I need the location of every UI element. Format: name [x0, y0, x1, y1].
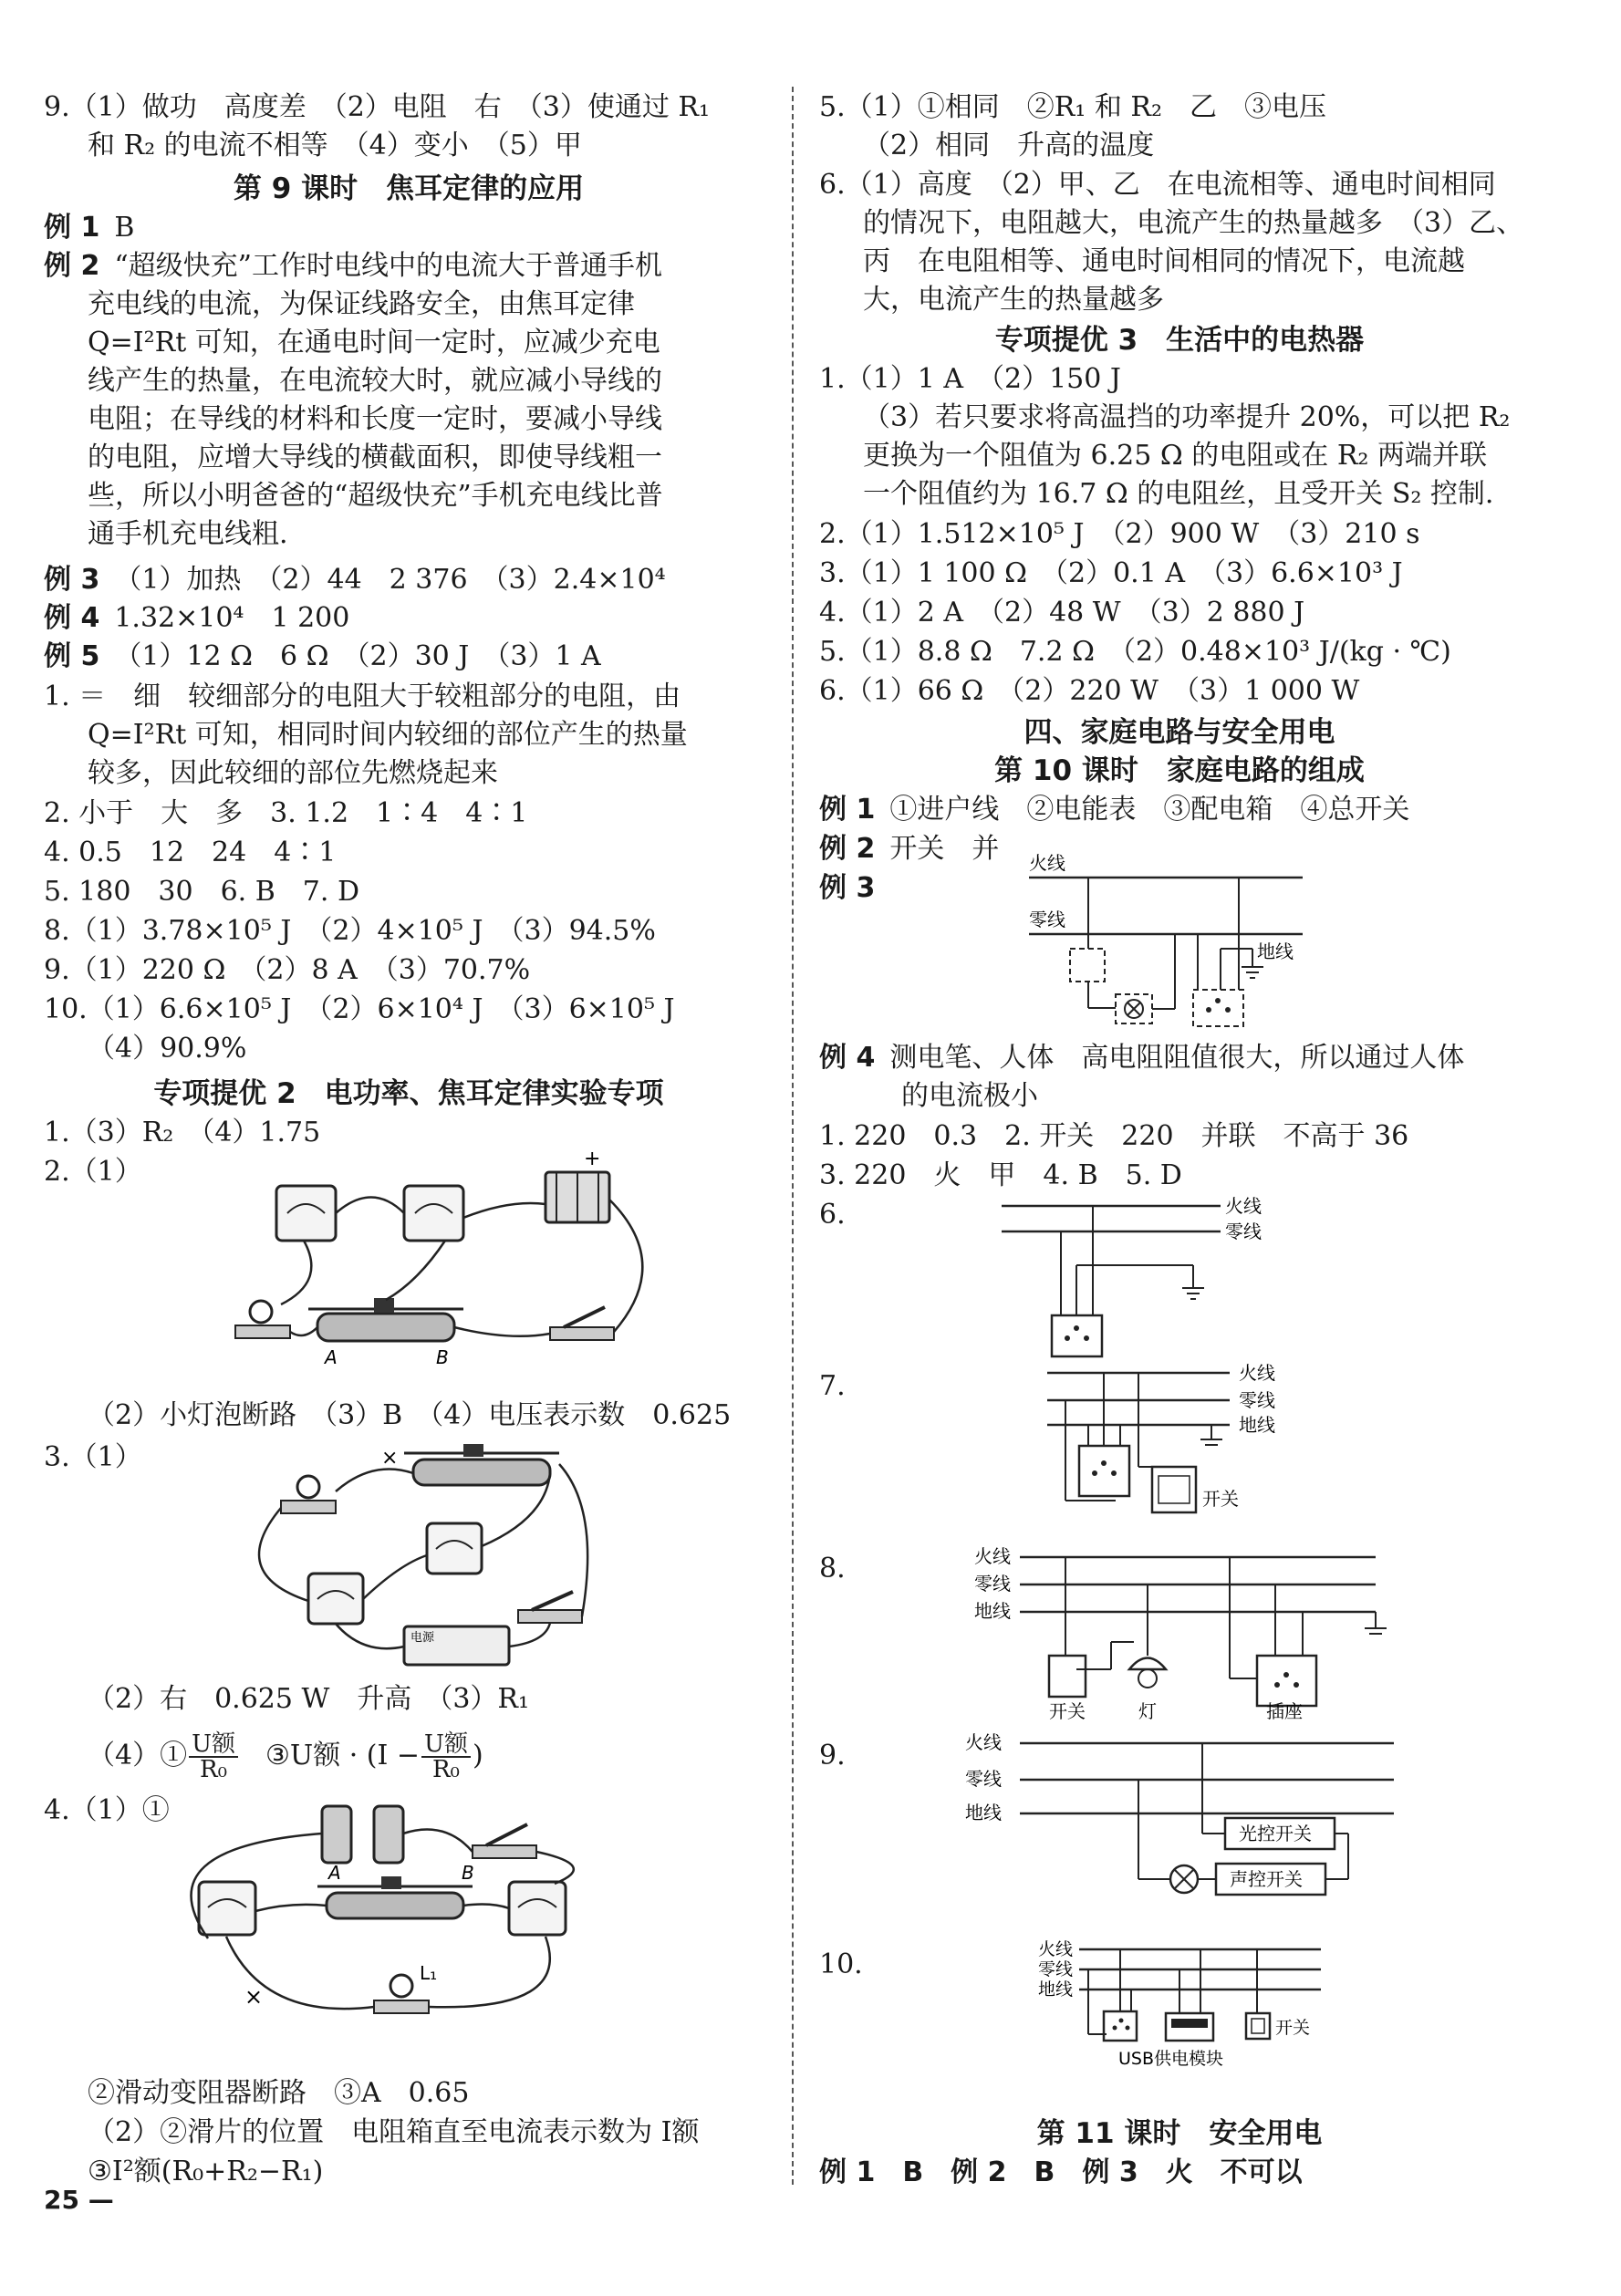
wiring-diagram-9 — [965, 1729, 1394, 1911]
plus-sign: + — [584, 1148, 601, 1170]
example-answer: （1）加热 （2）44 2 376 （3）2.4×10⁴ — [114, 564, 666, 596]
practice-4: 4.（1）2 A （2）48 W （3）2 880 J — [819, 597, 1305, 629]
switch-label: 开关 — [1275, 2018, 1311, 2038]
fraction-numerator: U额 — [189, 1732, 238, 1758]
column-divider — [792, 87, 794, 2185]
bulb-icon — [297, 1476, 319, 1498]
example-label: 例 4 — [44, 602, 100, 634]
answer-4: 4. 0.5 12 24 4∶1 — [44, 836, 337, 868]
answer-9-line1: 9.（1）做功 高度差 （2）电阻 右 （3）使通过 R₁ — [44, 91, 711, 123]
answer-1-line2: Q=I²Rt 可知，相同时间内较细的部位产生的热量 — [88, 719, 688, 751]
example-1 — [819, 792, 1409, 828]
example-2-line: 线产生的热量，在电流较大时，就应减小导线的 — [88, 365, 662, 397]
switch-icon — [550, 1327, 614, 1340]
socket-label: 插座 — [1266, 1700, 1303, 1719]
special-answer-2-part2: （2）小灯泡断路 （3）B （4）电压表示数 0.625 — [88, 1399, 732, 1431]
example-2-line: “超级快充”工作时电线中的电流大于普通手机 — [114, 250, 663, 282]
answer-9: 9.（1）220 Ω （2）8 A （3）70.7% — [44, 954, 531, 986]
fire-line-label: 火线 — [1239, 1362, 1275, 1384]
ground-line-label: 地线 — [1257, 940, 1294, 962]
switch-label: 开关 — [1049, 1700, 1086, 1719]
special-answer-3: 3.（1） — [44, 1441, 142, 1473]
section-heading-special-3: 专项提优 3 生活中的电热器 — [994, 324, 1365, 357]
wiring-diagram-10 — [1038, 1938, 1330, 2084]
formula-prefix: （4）① — [88, 1740, 188, 1771]
switch-label: 开关 — [1202, 1488, 1239, 1510]
special-answer-1: 1.（3）R₂ （4）1.75 — [44, 1117, 321, 1148]
terminal-b-label: B — [462, 1862, 474, 1884]
example-4-line2: 的电流极小 — [901, 1080, 1038, 1112]
fire-line-label: 火线 — [1038, 1939, 1074, 1959]
page-number: 25 — — [44, 2185, 114, 2215]
example-2 — [44, 248, 662, 285]
terminal-a-label: A — [328, 1862, 341, 1884]
practice-1-line3: 更换为一个阻值为 6.25 Ω 的电阻或在 R₂ 两端并联 — [863, 440, 1487, 472]
example-label: 例 2 — [819, 833, 876, 865]
example-label: 例 3 — [44, 564, 100, 596]
example-label: 例 4 — [819, 1042, 876, 1074]
power-supply-label: 电源 — [410, 1631, 435, 1645]
practice-1-line4: 一个阻值约为 16.7 Ω 的电阻丝，且受开关 S₂ 控制. — [863, 478, 1494, 510]
lamp-l1-label: L₁ — [420, 1962, 438, 1984]
voltmeter-icon — [404, 1186, 463, 1241]
zero-line-label: 零线 — [974, 1573, 1011, 1595]
cross-mark: × — [381, 1447, 399, 1470]
example-label: 例 1 — [44, 212, 100, 244]
lamp-icon — [1129, 1658, 1166, 1670]
socket-icon — [1257, 1656, 1316, 1706]
bulb-icon — [250, 1301, 272, 1323]
section-heading-lesson-11: 第 11 课时 安全用电 — [1036, 2117, 1323, 2150]
formula-middle: ③U额 · (I − — [265, 1740, 421, 1771]
special-answer-4-part2: ②滑动变阻器断路 ③A 0.65 — [88, 2077, 470, 2109]
example-2 — [819, 831, 999, 867]
ground-line-label: 地线 — [1038, 1979, 1074, 2000]
example-3 — [819, 870, 889, 907]
special-answer-4-part4: ③I²额(R₀+R₂−R₁) — [88, 2156, 324, 2187]
special-answer-4-part3: （2）②滑片的位置 电阻箱直至电流表示数为 I额 — [88, 2116, 700, 2148]
fire-line-label: 火线 — [974, 1545, 1011, 1567]
example-answer: （1）12 Ω 6 Ω （2）30 J （3）1 A — [114, 640, 601, 672]
voltmeter-icon — [199, 1882, 255, 1935]
answer-5-line1: 5.（1）①相同 ②R₁ 和 R₂ 乙 ③电压 — [819, 91, 1327, 123]
answer-1-line3: 较多，因此较细的部位先燃烧起来 — [88, 757, 498, 789]
voltmeter-icon — [308, 1574, 363, 1624]
terminal-a-label: A — [325, 1346, 338, 1368]
test-10-label: 10. — [819, 1948, 863, 1980]
fraction-numerator: U额 — [421, 1732, 471, 1758]
fraction-denominator: R₀ — [200, 1756, 228, 1783]
switch-icon — [518, 1610, 582, 1623]
socket-icon — [1079, 1446, 1129, 1496]
practice-1-line1: 1.（1）1 A （2）150 J — [819, 363, 1121, 395]
example-label: 例 1 — [819, 794, 876, 826]
circuit-diagram-4 — [171, 1792, 664, 2025]
fraction-u-over-r0 — [189, 1732, 238, 1782]
terminal-b-label: B — [436, 1346, 449, 1368]
example-label: 例 3 — [819, 872, 876, 904]
special-answer-3-part2: （2）右 0.625 W 升高 （3）R₁ — [88, 1683, 530, 1715]
answer-6-line: 丙 在电阻相等、通电时间相同的情况下，电流越 — [863, 245, 1465, 277]
lesson-11-examples: 例 1 B 例 2 B 例 3 火 不可以 — [819, 2156, 1303, 2188]
formula-end: ) — [472, 1740, 483, 1771]
fire-line-label: 火线 — [1225, 1195, 1262, 1217]
test-1-2: 1. 220 0.3 2. 开关 220 并联 不高于 36 — [819, 1120, 1409, 1152]
example-4 — [44, 600, 349, 637]
special-answer-3-part4 — [88, 1729, 483, 1783]
example-1 — [44, 210, 134, 246]
chapter-heading-4: 四、家庭电路与安全用电 — [1024, 716, 1335, 749]
wiring-diagram-6 — [1002, 1188, 1321, 1361]
example-label: 例 2 — [44, 250, 100, 282]
answer-6-line: 的情况下，电阻越大，电流产生的热量越多 （3）乙、 — [863, 207, 1524, 239]
example-label: 例 5 — [44, 640, 100, 672]
example-2-line: Q=I²Rt 可知，在通电时间一定时，应减少充电 — [88, 327, 660, 358]
test-8-label: 8. — [819, 1553, 846, 1584]
fraction-u-over-r0 — [421, 1732, 471, 1782]
answer-2-3: 2. 小于 大 多 3. 1.2 1∶4 4∶1 — [44, 797, 528, 829]
example-2-line: 的电阻，应增大导线的横截面积，即使导线粗一 — [88, 442, 662, 473]
example-answer: 开关 并 — [889, 833, 1000, 865]
example-4 — [819, 1040, 1464, 1076]
ground-line-label: 地线 — [974, 1600, 1011, 1622]
example-answer: ①进户线 ②电能表 ③配电箱 ④总开关 — [889, 794, 1410, 826]
rheostat-icon — [413, 1460, 550, 1485]
bulb-icon — [390, 1975, 412, 1997]
wiring-diagram-example-3 — [1029, 853, 1312, 1044]
answer-1-line1: 1. ＝ 细 较细部分的电阻大于较粗部分的电阻，由 — [44, 680, 681, 712]
example-2-line: 些，所以小明爸爸的“超级快充”手机充电线比普 — [88, 480, 663, 512]
ground-line-label: 地线 — [965, 1802, 1002, 1823]
example-2-line: 通手机充电线粗. — [88, 518, 288, 550]
battery-icon — [322, 1806, 351, 1863]
fraction-denominator: R₀ — [431, 1756, 460, 1783]
fire-line-label: 火线 — [965, 1731, 1002, 1753]
example-2-line: 充电线的电流，为保证线路安全，由焦耳定律 — [88, 288, 635, 320]
usb-module-label: USB供电模块 — [1118, 2049, 1224, 2069]
ammeter-icon — [509, 1882, 566, 1935]
circuit-diagram-3 — [244, 1437, 600, 1669]
test-3-5: 3. 220 火 甲 4. B 5. D — [819, 1159, 1182, 1191]
ground-line-label: 地线 — [1239, 1414, 1275, 1436]
practice-5: 5.（1）8.8 Ω 7.2 Ω （2）0.48×10³ J/(kg · ℃) — [819, 636, 1451, 668]
ammeter-icon — [427, 1523, 482, 1574]
wiring-diagram-7 — [1047, 1359, 1321, 1532]
socket-icon — [1193, 990, 1243, 1026]
switch-icon — [1246, 2013, 1270, 2039]
sound-switch-label: 声控开关 — [1230, 1868, 1303, 1890]
answer-10-line1: 10.（1）6.6×10⁵ J （2）6×10⁴ J （3）6×10⁵ J — [44, 993, 675, 1025]
switch-icon — [1049, 1656, 1086, 1697]
example-5 — [44, 639, 601, 675]
zero-line-label: 零线 — [1038, 1959, 1074, 1979]
special-answer-2: 2.（1） — [44, 1156, 142, 1188]
answer-10-line2: （4）90.9% — [88, 1033, 247, 1065]
circuit-diagram-2 — [217, 1145, 682, 1373]
answer-6-line: 大，电流产生的热量越多 — [863, 284, 1164, 316]
section-heading-lesson-10: 第 10 课时 家庭电路的组成 — [994, 754, 1365, 787]
battery-icon — [374, 1806, 403, 1863]
answer-5-line2: （2）相同 升高的温度 — [863, 130, 1155, 161]
zero-line-label: 零线 — [1239, 1389, 1275, 1411]
zero-line-label: 零线 — [965, 1768, 1002, 1790]
page-number-text: 25 — [44, 2185, 79, 2215]
practice-3: 3.（1）1 100 Ω （2）0.1 A （3）6.6×10³ J — [819, 557, 1403, 589]
practice-1-line2: （3）若只要求将高温挡的功率提升 20%，可以把 R₂ — [863, 401, 1511, 433]
example-2-line: 电阻；在导线的材料和长度一定时，要减小导线 — [88, 403, 662, 435]
practice-6: 6.（1）66 Ω （2）220 W （3）1 000 W — [819, 675, 1360, 707]
switch-box — [1070, 949, 1105, 982]
cross-mark: × — [244, 1984, 264, 2010]
socket-icon — [1104, 2011, 1137, 2041]
answer-9-line2: 和 R₂ 的电流不相等 （4）变小 （5）甲 — [88, 130, 582, 161]
ammeter-icon — [276, 1186, 336, 1241]
socket-icon — [1052, 1315, 1102, 1356]
test-7-label: 7. — [819, 1370, 846, 1402]
rheostat-icon — [327, 1893, 463, 1918]
zero-line-label: 零线 — [1029, 909, 1065, 930]
test-9-label: 9. — [819, 1740, 846, 1771]
section-heading-lesson-9: 第 9 课时 焦耳定律的应用 — [233, 172, 585, 205]
light-switch-label: 光控开关 — [1239, 1823, 1312, 1844]
section-heading-special-2: 专项提优 2 电功率、焦耳定律实验专项 — [153, 1077, 664, 1110]
special-answer-4: 4.（1）① — [44, 1794, 170, 1826]
switch-icon — [473, 1845, 536, 1858]
zero-line-label: 零线 — [1225, 1221, 1262, 1242]
example-3 — [44, 562, 666, 598]
example-answer: 1.32×10⁴ 1 200 — [114, 602, 350, 634]
fire-line-label: 火线 — [1029, 853, 1065, 874]
example-answer: B — [114, 212, 135, 244]
lamp-label: 灯 — [1138, 1700, 1157, 1719]
answer-6-line: 6.（1）高度 （2）甲、乙 在电流相等、通电时间相同 — [819, 169, 1496, 201]
rheostat-icon — [317, 1314, 454, 1341]
wiring-diagram-8 — [974, 1542, 1403, 1719]
practice-2: 2.（1）1.512×10⁵ J （2）900 W （3）210 s — [819, 518, 1420, 550]
answer-8: 8.（1）3.78×10⁵ J （2）4×10⁵ J （3）94.5% — [44, 915, 656, 947]
answer-5-7: 5. 180 30 6. B 7. D — [44, 876, 360, 908]
example-4-line1: 测电笔、人体 高电阻阻值很大，所以通过人体 — [889, 1042, 1465, 1074]
test-6-label: 6. — [819, 1199, 846, 1231]
